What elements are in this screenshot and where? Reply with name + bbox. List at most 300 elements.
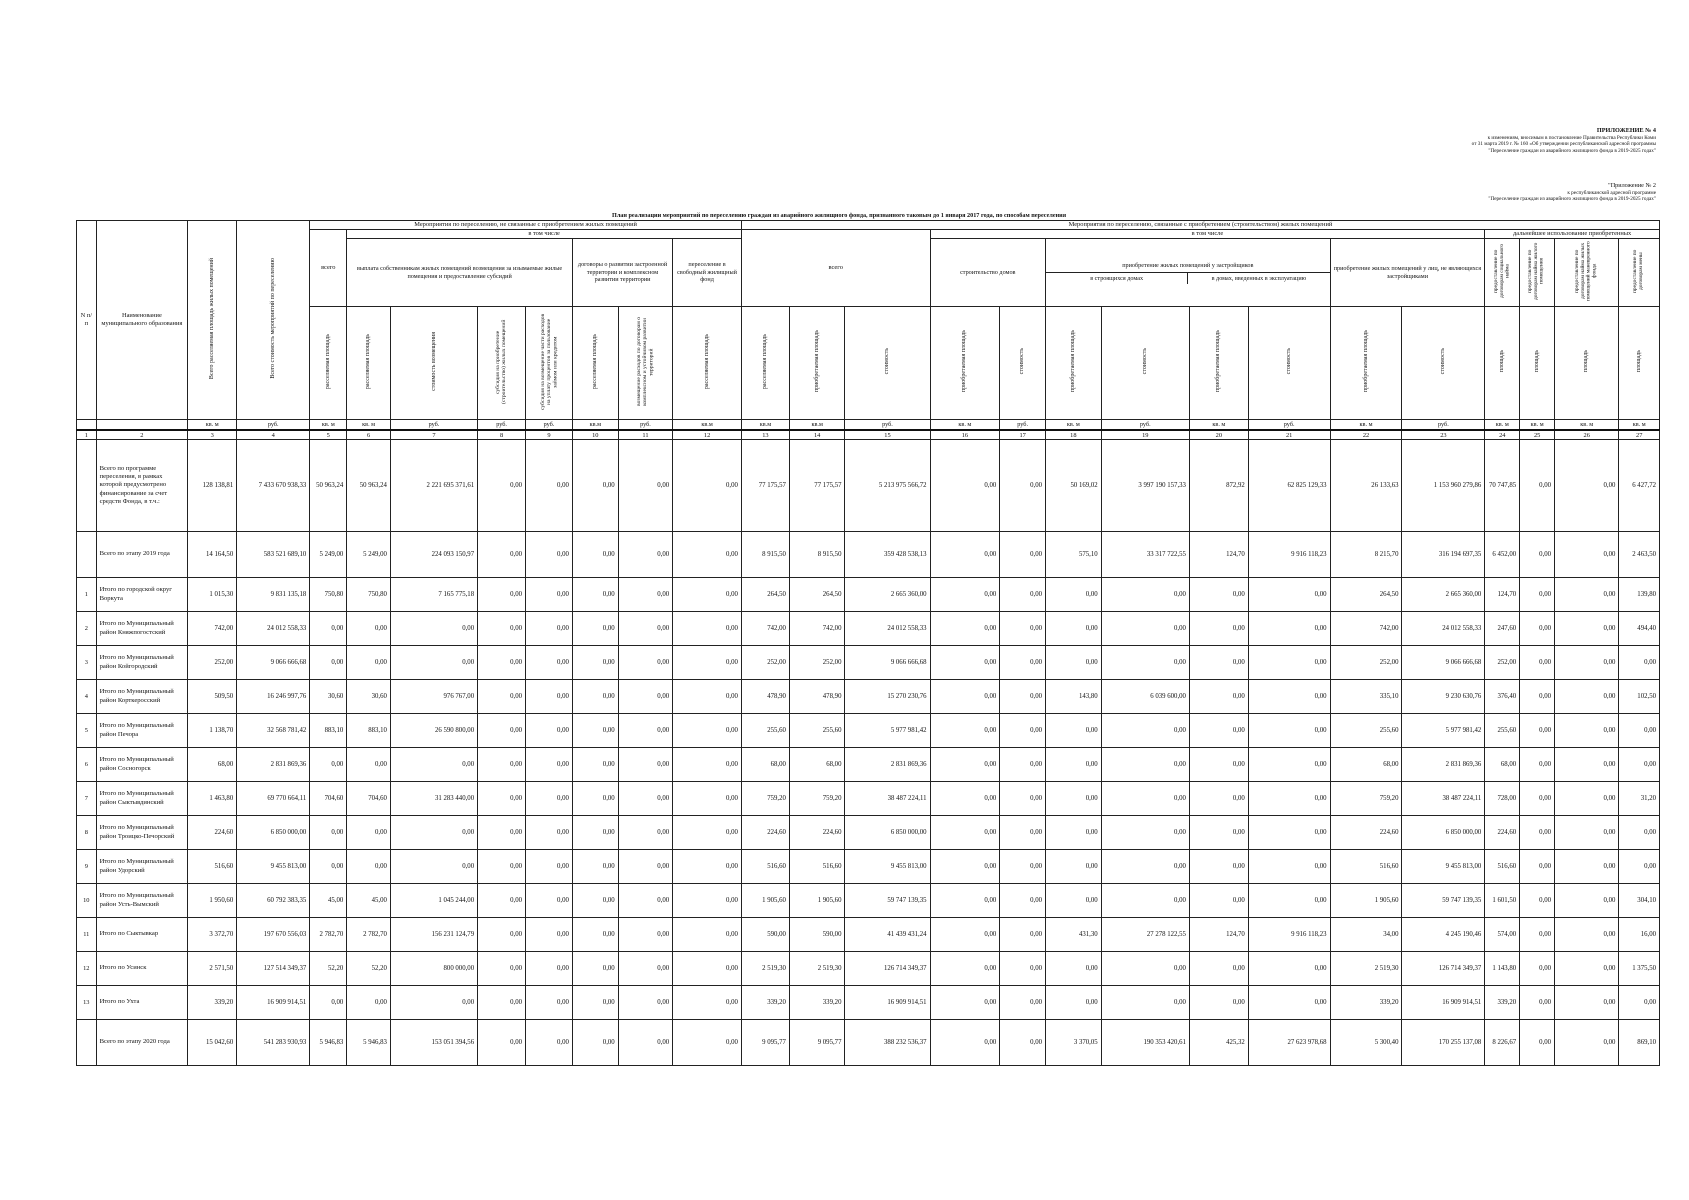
value-cell: 0,00 [618, 952, 673, 986]
value-cell: 0,00 [618, 532, 673, 578]
value-cell: 0,00 [673, 884, 742, 918]
value-cell: 0,00 [478, 850, 526, 884]
value-cell: 255,60 [789, 714, 845, 748]
unit-cell: кв. м [188, 420, 237, 431]
value-cell: 59 747 139,35 [1402, 884, 1485, 918]
unit-cell: руб. [1000, 420, 1046, 431]
table-row [77, 918, 1660, 952]
value-cell: 575,10 [1046, 532, 1102, 578]
value-cell: 516,60 [188, 850, 237, 884]
value-cell: 252,00 [789, 646, 845, 680]
header-further-use: дальнейшее использование приобретенных [1485, 230, 1660, 239]
value-cell: 0,00 [930, 612, 1000, 646]
value-cell: 2 831 869,36 [237, 748, 310, 782]
value-cell: 0,00 [572, 714, 618, 748]
row-number: 4 [77, 680, 97, 714]
value-cell: 0,00 [673, 612, 742, 646]
value-cell: 30,60 [347, 680, 391, 714]
value-cell: 0,00 [1520, 952, 1555, 986]
header-c27: площадь [1619, 307, 1660, 420]
column-number: 27 [1619, 430, 1660, 440]
municipality-name: Всего по этапу 2020 года [96, 1020, 188, 1066]
value-cell: 50 963,24 [347, 440, 391, 532]
row-number: 10 [77, 884, 97, 918]
row-number [77, 532, 97, 578]
value-cell: 0,00 [1000, 782, 1046, 816]
value-cell: 3 997 190 157,33 [1101, 440, 1189, 532]
value-cell: 6 850 000,00 [1402, 816, 1485, 850]
value-cell: 0,00 [1248, 612, 1330, 646]
value-cell: 0,00 [310, 612, 347, 646]
value-cell: 0,00 [478, 782, 526, 816]
municipality-name: Всего по программе переселения, в рамках которой предусмотрено финансирование за счет средств Фонда, в т.ч.: [96, 440, 188, 532]
value-cell: 1 375,50 [1619, 952, 1660, 986]
header-c20: приобретаемая площадь [1189, 307, 1248, 420]
value-cell: 6 850 000,00 [845, 816, 930, 850]
value-cell: 0,00 [478, 532, 526, 578]
header-total-area: Всего расселяемая площадь жилых помещений [188, 221, 237, 420]
header-c10: расселяемая площадь [572, 307, 618, 420]
value-cell: 742,00 [188, 612, 237, 646]
value-cell: 0,00 [1555, 440, 1619, 532]
value-cell: 0,00 [1189, 816, 1248, 850]
value-cell: 8 215,70 [1330, 532, 1402, 578]
value-cell: 339,20 [789, 986, 845, 1020]
header-buy-persons: приобретение жилых помещений у лиц, не являющихся застройщиками [1330, 239, 1485, 307]
value-cell: 2 831 869,36 [1402, 748, 1485, 782]
value-cell: 0,00 [572, 646, 618, 680]
header-c14: приобретаемая площадь [789, 307, 845, 420]
value-cell: 0,00 [1000, 680, 1046, 714]
value-cell: 0,00 [618, 884, 673, 918]
value-cell: 62 825 129,33 [1248, 440, 1330, 532]
value-cell: 0,00 [1189, 612, 1248, 646]
value-cell: 3 370,05 [1046, 1020, 1102, 1066]
value-cell: 0,00 [930, 1020, 1000, 1066]
value-cell: 0,00 [1555, 714, 1619, 748]
header-exchange: предоставление по договорам мены [1619, 239, 1660, 307]
value-cell: 0,00 [673, 918, 742, 952]
value-cell: 0,00 [930, 918, 1000, 952]
value-cell: 590,00 [741, 918, 789, 952]
value-cell: 16 909 914,51 [237, 986, 310, 1020]
value-cell: 0,00 [1520, 782, 1555, 816]
table-row [77, 1020, 1660, 1066]
value-cell: 1 463,80 [188, 782, 237, 816]
value-cell: 388 232 536,37 [845, 1020, 930, 1066]
value-cell: 339,20 [188, 986, 237, 1020]
value-cell: 5 977 981,42 [1402, 714, 1485, 748]
row-number: 3 [77, 646, 97, 680]
table-row [77, 680, 1660, 714]
value-cell: 27 623 978,68 [1248, 1020, 1330, 1066]
header-c9: субсидия на возмещение части расходов на уплату процентов за пользование займом или кредитом [526, 307, 573, 420]
value-cell: 247,60 [1485, 612, 1520, 646]
value-cell: 742,00 [1330, 612, 1402, 646]
value-cell: 0,00 [618, 918, 673, 952]
value-cell: 516,60 [789, 850, 845, 884]
value-cell: 0,00 [390, 612, 477, 646]
value-cell: 728,00 [1485, 782, 1520, 816]
unit-cell: кв. м [1520, 420, 1555, 431]
value-cell: 0,00 [1520, 986, 1555, 1020]
value-cell: 0,00 [930, 680, 1000, 714]
value-cell: 0,00 [1189, 714, 1248, 748]
column-number: 14 [789, 430, 845, 440]
header-in-operation: в домах, введенных в эксплуатацию [1211, 274, 1307, 282]
value-cell: 0,00 [930, 646, 1000, 680]
municipality-name: Итого по Сыктывкар [96, 918, 188, 952]
value-cell: 0,00 [1555, 952, 1619, 986]
value-cell: 704,60 [310, 782, 347, 816]
column-number: 5 [310, 430, 347, 440]
value-cell: 0,00 [478, 680, 526, 714]
row-number: 5 [77, 714, 97, 748]
value-cell: 224,60 [789, 816, 845, 850]
value-cell: 0,00 [1248, 850, 1330, 884]
value-cell: 0,00 [1248, 578, 1330, 612]
table-row [77, 816, 1660, 850]
value-cell: 15 270 230,76 [845, 680, 930, 714]
value-cell: 0,00 [1101, 986, 1189, 1020]
value-cell: 128 138,81 [188, 440, 237, 532]
value-cell: 2 519,30 [1330, 952, 1402, 986]
unit-cell: кв. м [1330, 420, 1402, 431]
column-number: 3 [188, 430, 237, 440]
value-cell: 77 175,57 [741, 440, 789, 532]
header-c25: площадь [1520, 307, 1555, 420]
value-cell: 883,10 [347, 714, 391, 748]
value-cell: 8 915,50 [789, 532, 845, 578]
value-cell: 255,60 [741, 714, 789, 748]
municipality-name: Итого по Муниципальный район Сосногорск [96, 748, 188, 782]
value-cell: 0,00 [478, 748, 526, 782]
value-cell: 102,50 [1619, 680, 1660, 714]
value-cell: 9 095,77 [741, 1020, 789, 1066]
value-cell: 0,00 [1101, 646, 1189, 680]
value-cell: 0,00 [1555, 680, 1619, 714]
row-number: 8 [77, 816, 97, 850]
column-number: 19 [1101, 430, 1189, 440]
header-c6: расселяемая площадь [347, 307, 391, 420]
value-cell: 0,00 [526, 884, 573, 918]
value-cell: 0,00 [1555, 748, 1619, 782]
value-cell: 0,00 [526, 714, 573, 748]
column-number: 24 [1485, 430, 1520, 440]
value-cell: 26 590 800,00 [390, 714, 477, 748]
value-cell: 0,00 [1555, 1020, 1619, 1066]
value-cell: 0,00 [1555, 850, 1619, 884]
column-number: 9 [526, 430, 573, 440]
value-cell: 0,00 [478, 884, 526, 918]
value-cell: 0,00 [1000, 816, 1046, 850]
value-cell: 2 221 695 371,61 [390, 440, 477, 532]
value-cell: 0,00 [930, 532, 1000, 578]
value-cell: 9 066 666,68 [237, 646, 310, 680]
value-cell: 976 767,00 [390, 680, 477, 714]
row-number [77, 1020, 97, 1066]
value-cell: 1 143,80 [1485, 952, 1520, 986]
value-cell: 0,00 [1520, 612, 1555, 646]
value-cell: 9 455 813,00 [237, 850, 310, 884]
value-cell: 0,00 [478, 646, 526, 680]
value-cell: 0,00 [930, 714, 1000, 748]
value-cell: 0,00 [1248, 680, 1330, 714]
unit-cell: руб. [618, 420, 673, 431]
value-cell: 264,50 [1330, 578, 1402, 612]
row-number: 1 [77, 578, 97, 612]
header-c11: возмещение расходов по договорам о комплексном и устойчивом развитии территорий [618, 307, 673, 420]
value-cell: 0,00 [673, 578, 742, 612]
value-cell: 0,00 [673, 680, 742, 714]
value-cell: 0,00 [1000, 952, 1046, 986]
value-cell: 0,00 [1619, 816, 1660, 850]
row-number: 13 [77, 986, 97, 1020]
value-cell: 14 164,50 [188, 532, 237, 578]
value-cell: 0,00 [390, 646, 477, 680]
column-number: 22 [1330, 430, 1402, 440]
value-cell: 0,00 [618, 646, 673, 680]
value-cell: 252,00 [741, 646, 789, 680]
value-cell: 872,92 [1189, 440, 1248, 532]
value-cell: 0,00 [1555, 918, 1619, 952]
column-number: 23 [1402, 430, 1485, 440]
value-cell: 0,00 [347, 850, 391, 884]
value-cell: 431,30 [1046, 918, 1102, 952]
value-cell: 0,00 [526, 440, 573, 532]
value-cell: 0,00 [1046, 952, 1102, 986]
header-c12: расселяемая площадь [673, 307, 742, 420]
value-cell: 0,00 [1189, 952, 1248, 986]
relocation-plan-table [76, 220, 1660, 1066]
value-cell: 0,00 [1046, 646, 1102, 680]
value-cell: 0,00 [930, 578, 1000, 612]
value-cell: 1 601,50 [1485, 884, 1520, 918]
value-cell: 583 521 689,10 [237, 532, 310, 578]
value-cell: 9 916 118,23 [1248, 532, 1330, 578]
value-cell: 7 165 775,18 [390, 578, 477, 612]
value-cell: 0,00 [1248, 646, 1330, 680]
value-cell: 0,00 [673, 532, 742, 578]
unit-cell: кв.м [741, 420, 789, 431]
value-cell: 1 153 960 279,86 [1402, 440, 1485, 532]
value-cell: 0,00 [673, 782, 742, 816]
value-cell: 30,60 [310, 680, 347, 714]
value-cell: 0,00 [478, 816, 526, 850]
value-cell: 224,60 [188, 816, 237, 850]
value-cell: 0,00 [618, 986, 673, 1020]
value-cell: 0,00 [572, 782, 618, 816]
value-cell: 0,00 [526, 578, 573, 612]
value-cell: 6 039 600,00 [1101, 680, 1189, 714]
column-number: 2 [96, 430, 188, 440]
value-cell: 24 012 558,33 [237, 612, 310, 646]
value-cell: 335,10 [1330, 680, 1402, 714]
value-cell: 0,00 [618, 782, 673, 816]
value-cell: 0,00 [673, 850, 742, 884]
value-cell: 0,00 [1555, 578, 1619, 612]
value-cell: 33 317 722,55 [1101, 532, 1189, 578]
value-cell: 0,00 [930, 884, 1000, 918]
value-cell: 0,00 [526, 680, 573, 714]
value-cell: 0,00 [618, 714, 673, 748]
municipality-name: Итого по Муниципальный район Койгородский [96, 646, 188, 680]
value-cell: 0,00 [673, 952, 742, 986]
unit-cell: кв. м [1046, 420, 1102, 431]
value-cell: 24 012 558,33 [845, 612, 930, 646]
value-cell: 0,00 [572, 680, 618, 714]
column-number: 1 [77, 430, 97, 440]
value-cell: 0,00 [673, 646, 742, 680]
value-cell: 0,00 [673, 714, 742, 748]
value-cell: 304,10 [1619, 884, 1660, 918]
value-cell: 197 670 556,03 [237, 918, 310, 952]
value-cell: 9 831 135,18 [237, 578, 310, 612]
value-cell: 0,00 [1046, 612, 1102, 646]
value-cell: 264,50 [741, 578, 789, 612]
value-cell: 0,00 [478, 578, 526, 612]
value-cell: 143,80 [1046, 680, 1102, 714]
value-cell: 0,00 [478, 612, 526, 646]
value-cell: 0,00 [1555, 884, 1619, 918]
value-cell: 15 042,60 [188, 1020, 237, 1066]
value-cell: 0,00 [1520, 532, 1555, 578]
value-cell: 0,00 [347, 816, 391, 850]
value-cell: 1 905,60 [741, 884, 789, 918]
value-cell: 0,00 [1619, 850, 1660, 884]
table-row [77, 850, 1660, 884]
value-cell: 0,00 [1046, 748, 1102, 782]
value-cell: 0,00 [1101, 850, 1189, 884]
appendix-2-title: "Приложение № 2 [1608, 182, 1656, 189]
unit-cell: кв.м [673, 420, 742, 431]
value-cell: 31 283 440,00 [390, 782, 477, 816]
value-cell: 0,00 [310, 816, 347, 850]
value-cell: 0,00 [1520, 440, 1555, 532]
value-cell: 0,00 [1189, 782, 1248, 816]
value-cell: 0,00 [1520, 884, 1555, 918]
value-cell: 0,00 [1189, 680, 1248, 714]
value-cell: 750,80 [347, 578, 391, 612]
header-c5: расселяемая площадь [310, 307, 347, 420]
header-construction: строительство домов [930, 239, 1046, 307]
value-cell: 0,00 [618, 1020, 673, 1066]
value-cell: 0,00 [310, 850, 347, 884]
value-cell: 6 427,72 [1619, 440, 1660, 532]
table-row [77, 748, 1660, 782]
value-cell: 0,00 [1189, 986, 1248, 1020]
value-cell: 0,00 [618, 578, 673, 612]
appendix-4-line2: от 31 марта 2019 г. № 160 «Об утверждении республиканской адресной программы [1471, 141, 1656, 148]
value-cell: 0,00 [1189, 646, 1248, 680]
value-cell: 0,00 [1000, 612, 1046, 646]
value-cell: 45,00 [347, 884, 391, 918]
value-cell: 4 245 190,46 [1402, 918, 1485, 952]
value-cell: 0,00 [1189, 578, 1248, 612]
value-cell: 68,00 [1330, 748, 1402, 782]
table-row [77, 986, 1660, 1020]
column-number: 10 [572, 430, 618, 440]
value-cell: 5 946,83 [347, 1020, 391, 1066]
value-cell: 0,00 [618, 748, 673, 782]
value-cell: 0,00 [1101, 612, 1189, 646]
value-cell: 0,00 [618, 612, 673, 646]
value-cell: 0,00 [478, 986, 526, 1020]
value-cell: 5 977 981,42 [845, 714, 930, 748]
value-cell: 8 226,67 [1485, 1020, 1520, 1066]
value-cell: 516,60 [1330, 850, 1402, 884]
value-cell: 0,00 [1101, 748, 1189, 782]
value-cell: 339,20 [741, 986, 789, 1020]
table-row [77, 884, 1660, 918]
unit-cell: руб. [237, 420, 310, 431]
header-c21: стоимость [1248, 307, 1330, 420]
value-cell: 0,00 [572, 850, 618, 884]
value-cell: 0,00 [347, 612, 391, 646]
column-number: 21 [1248, 430, 1330, 440]
value-cell: 9 066 666,68 [845, 646, 930, 680]
municipality-name: Итого по Муниципальный район Усть-Вымский [96, 884, 188, 918]
value-cell: 0,00 [1000, 532, 1046, 578]
value-cell: 252,00 [1485, 646, 1520, 680]
value-cell: 0,00 [1046, 578, 1102, 612]
value-cell: 252,00 [1330, 646, 1402, 680]
value-cell: 0,00 [1555, 986, 1619, 1020]
row-number: 11 [77, 918, 97, 952]
header-c22: приобретаемая площадь [1330, 307, 1402, 420]
value-cell: 126 714 349,37 [1402, 952, 1485, 986]
value-cell: 124,70 [1189, 918, 1248, 952]
value-cell: 0,00 [526, 646, 573, 680]
value-cell: 590,00 [789, 918, 845, 952]
value-cell: 0,00 [347, 646, 391, 680]
value-cell: 759,20 [741, 782, 789, 816]
value-cell: 0,00 [618, 850, 673, 884]
value-cell: 9 095,77 [789, 1020, 845, 1066]
row-number: 6 [77, 748, 97, 782]
value-cell: 0,00 [526, 748, 573, 782]
value-cell: 31,20 [1619, 782, 1660, 816]
unit-cell: кв. м [930, 420, 1000, 431]
value-cell: 255,60 [1485, 714, 1520, 748]
unit-cell: руб. [845, 420, 930, 431]
appendix-2-line1: к республиканской адресной программе [1567, 189, 1656, 196]
value-cell: 0,00 [1101, 578, 1189, 612]
row-number: 12 [77, 952, 97, 986]
value-cell: 0,00 [572, 440, 618, 532]
table-row [77, 532, 1660, 578]
table-row [77, 612, 1660, 646]
value-cell: 127 514 349,37 [237, 952, 310, 986]
value-cell: 0,00 [1248, 952, 1330, 986]
value-cell: 41 439 431,24 [845, 918, 930, 952]
value-cell: 1 905,60 [789, 884, 845, 918]
value-cell: 0,00 [1619, 986, 1660, 1020]
value-cell: 0,00 [1555, 612, 1619, 646]
value-cell: 0,00 [1248, 816, 1330, 850]
value-cell: 0,00 [572, 578, 618, 612]
value-cell: 60 792 383,35 [237, 884, 310, 918]
value-cell: 509,50 [188, 680, 237, 714]
unit-cell: кв. м [1485, 420, 1520, 431]
value-cell: 9 455 813,00 [845, 850, 930, 884]
value-cell: 26 133,63 [1330, 440, 1402, 532]
value-cell: 541 283 930,93 [237, 1020, 310, 1066]
unit-cell: кв. м [1189, 420, 1248, 431]
value-cell: 0,00 [1046, 850, 1102, 884]
value-cell: 2 782,70 [347, 918, 391, 952]
value-cell: 2 831 869,36 [845, 748, 930, 782]
